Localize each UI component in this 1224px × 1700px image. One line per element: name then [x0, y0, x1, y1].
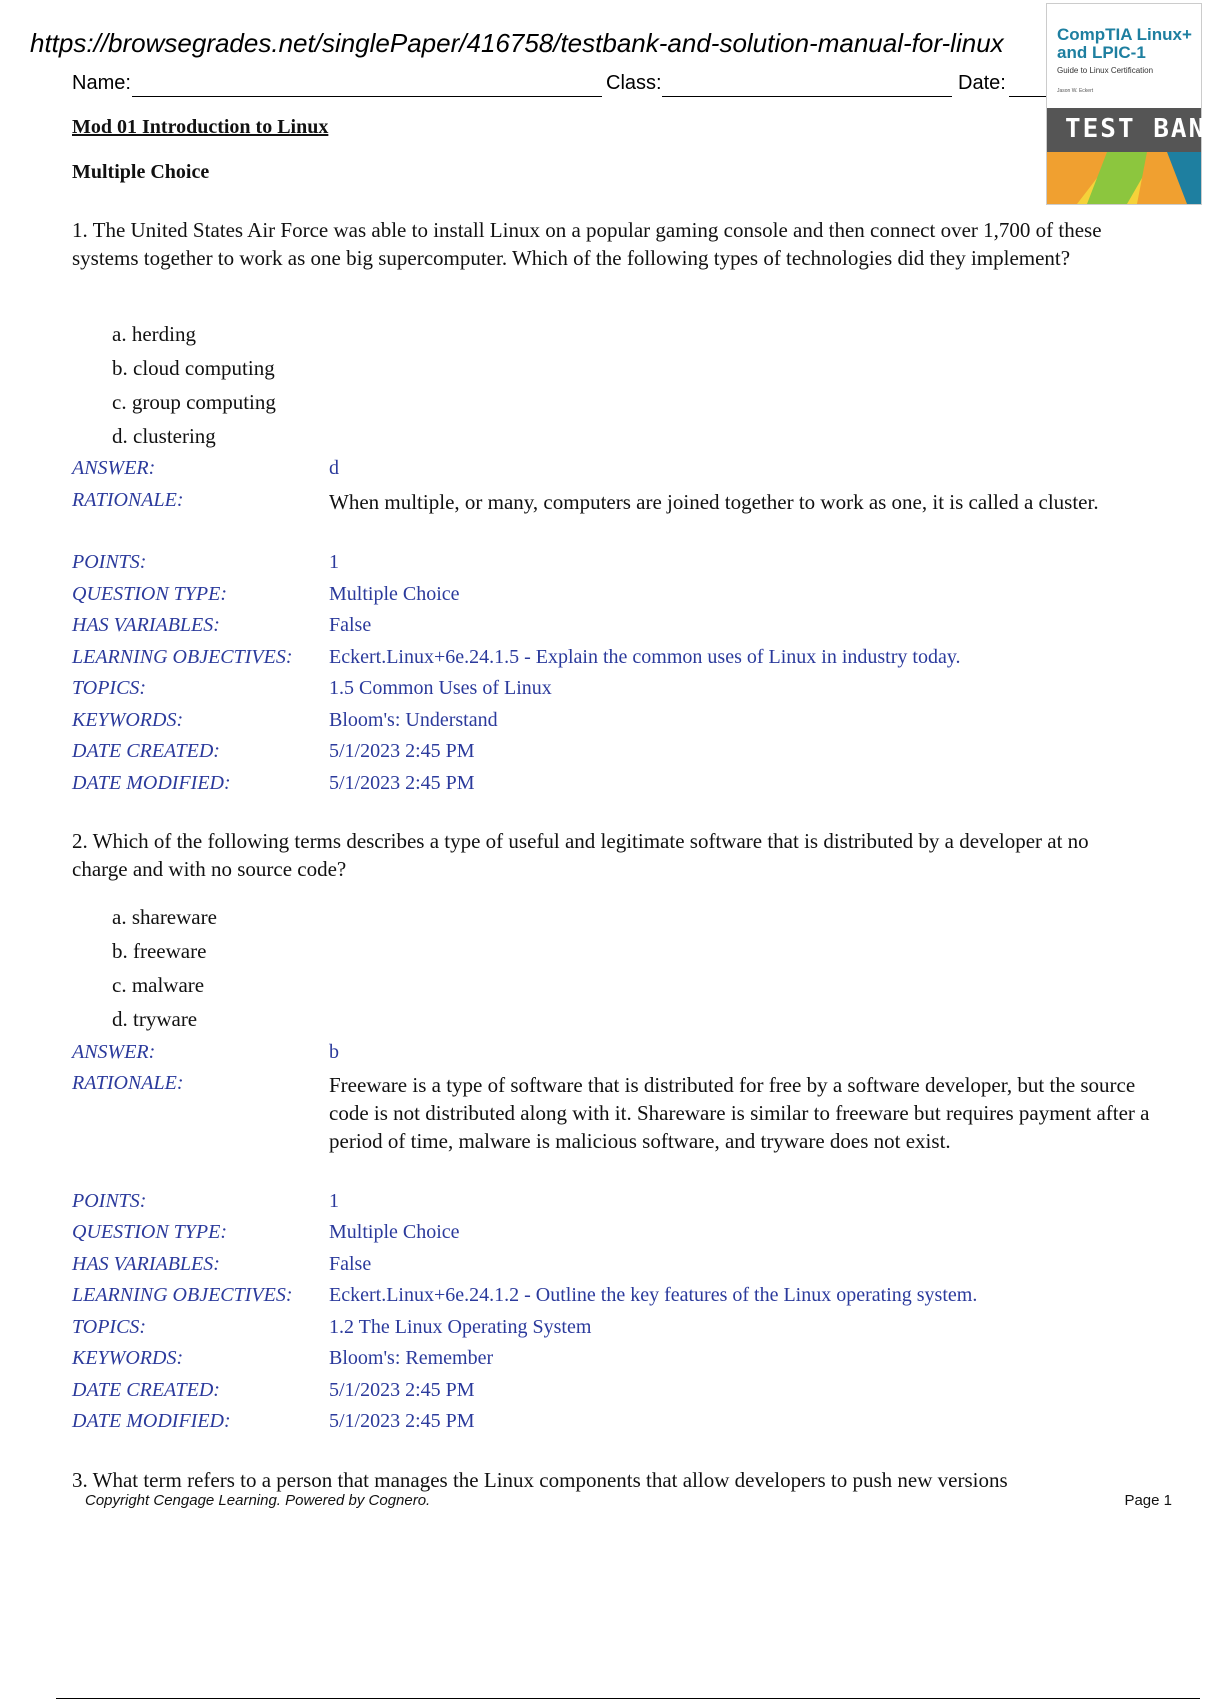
q2-date-created-value: 5/1/2023 2:45 PM — [329, 1379, 475, 1401]
q1-has-variables-value: False — [329, 614, 372, 636]
q1-learning-objectives-label: LEARNING OBJECTIVES: — [72, 646, 293, 668]
q2-keywords-label: KEYWORDS: — [72, 1347, 184, 1369]
q1-learning-objectives-value: Eckert.Linux+6e.24.1.5 - Explain the common uses of Linux in industry today. — [329, 646, 961, 668]
cover-art-graphic — [1047, 152, 1201, 204]
q1-keywords-value: Bloom's: Understand — [329, 709, 498, 731]
q1-date-modified-value: 5/1/2023 2:45 PM — [329, 772, 475, 794]
cover-title-line1: CompTIA Linux+ — [1057, 25, 1192, 44]
q1-answer-label: ANSWER: — [72, 457, 156, 479]
source-url[interactable]: https://browsegrades.net/singlePaper/416758/testbank-and-solution-manual-for-linux — [30, 28, 1004, 58]
q1-option-b: b. cloud computing — [112, 356, 275, 380]
q1-rationale-text: When multiple, or many, computers are joined together to work as one, it is called a cluster. — [329, 490, 1099, 514]
section-heading: Multiple Choice — [72, 161, 210, 183]
q1-keywords-label: KEYWORDS: — [72, 709, 184, 731]
q2-option-d: d. tryware — [112, 1007, 198, 1031]
q2-rationale-label: RATIONALE: — [72, 1072, 184, 1094]
q1-option-c: c. group computing — [112, 390, 276, 414]
name-label: Name: — [72, 72, 131, 94]
q2-learning-objectives-value: Eckert.Linux+6e.24.1.2 - Outline the key features of the Linux operating system. — [329, 1284, 978, 1306]
name-field-line — [132, 96, 602, 97]
class-label: Class: — [606, 72, 662, 94]
q1-answer-value: d — [329, 457, 339, 479]
cover-title-line2: and LPIC-1 — [1057, 43, 1146, 62]
q1-option-d: d. clustering — [112, 424, 216, 448]
book-cover-image — [1046, 3, 1224, 205]
question-3-text: 3. What term refers to a person that manages the Linux components that allow developers to push new versions — [72, 1468, 1008, 1492]
q2-answer-value: b — [329, 1041, 339, 1063]
q2-points-label: POINTS: — [72, 1190, 147, 1212]
q2-question-type-label: QUESTION TYPE: — [72, 1221, 228, 1243]
question-2-text: 2. Which of the following terms describes a type of useful and legitimate software that is distributed by a developer at no charge and with no source code? — [72, 829, 1089, 881]
q2-question-type-value: Multiple Choice — [329, 1221, 460, 1243]
q1-rationale-label: RATIONALE: — [72, 489, 184, 511]
footer-page-number: Page 1 — [1124, 1492, 1172, 1509]
q1-topics-value: 1.5 Common Uses of Linux — [329, 677, 552, 699]
q1-date-modified-label: DATE MODIFIED: — [72, 772, 231, 794]
q2-date-modified-label: DATE MODIFIED: — [72, 1410, 231, 1432]
q2-answer-label: ANSWER: — [72, 1041, 156, 1063]
q2-date-created-label: DATE CREATED: — [72, 1379, 220, 1401]
q2-option-a: a. shareware — [112, 905, 217, 929]
cover-subtitle: Guide to Linux Certification — [1057, 66, 1154, 75]
q2-rationale-text: Freeware is a type of software that is distributed for free by a software developer, but the source code is not distributed along with it. Shareware is similar to freeware but requires payment after a period of time, malware is malicious software, and tryware does not exist. — [329, 1073, 1150, 1153]
q2-keywords-value: Bloom's: Remember — [329, 1347, 494, 1369]
document-title: Mod 01 Introduction to Linux — [72, 116, 329, 138]
q1-question-type-value: Multiple Choice — [329, 583, 460, 605]
q1-topics-label: TOPICS: — [72, 677, 147, 699]
q1-question-type-label: QUESTION TYPE: — [72, 583, 228, 605]
q1-points-value: 1 — [329, 551, 339, 573]
header-fields — [72, 72, 1052, 102]
q1-date-created-label: DATE CREATED: — [72, 740, 220, 762]
q1-has-variables-label: HAS VARIABLES: — [72, 614, 220, 636]
q1-date-created-value: 5/1/2023 2:45 PM — [329, 740, 475, 762]
cover-author: Jason W. Eckert — [1057, 88, 1094, 94]
q2-option-b: b. freeware — [112, 939, 207, 963]
q2-points-value: 1 — [329, 1190, 339, 1212]
footer-copyright: Copyright Cengage Learning. Powered by Cognero. — [85, 1492, 431, 1509]
date-label: Date: — [958, 72, 1006, 94]
q2-learning-objectives-label: LEARNING OBJECTIVES: — [72, 1284, 293, 1306]
question-1-text: 1. The United States Air Force was able to install Linux on a popular gaming console and then connect over 1,700 of these systems together to work as one big supercomputer. Which of the following types of technologies did they implement? — [72, 218, 1102, 270]
q2-has-variables-label: HAS VARIABLES: — [72, 1253, 220, 1275]
cover-banner-text: TEST BANK — [1065, 114, 1224, 144]
q2-topics-label: TOPICS: — [72, 1316, 147, 1338]
class-field-line — [662, 96, 952, 97]
cover-title — [1057, 26, 1192, 62]
q2-has-variables-value: False — [329, 1253, 372, 1275]
q2-topics-value: 1.2 The Linux Operating System — [329, 1316, 592, 1338]
q2-option-c: c. malware — [112, 973, 205, 997]
q2-date-modified-value: 5/1/2023 2:45 PM — [329, 1410, 475, 1432]
page-bottom-rule — [56, 1698, 1200, 1699]
q1-option-a: a. herding — [112, 322, 196, 346]
q1-points-label: POINTS: — [72, 551, 147, 573]
